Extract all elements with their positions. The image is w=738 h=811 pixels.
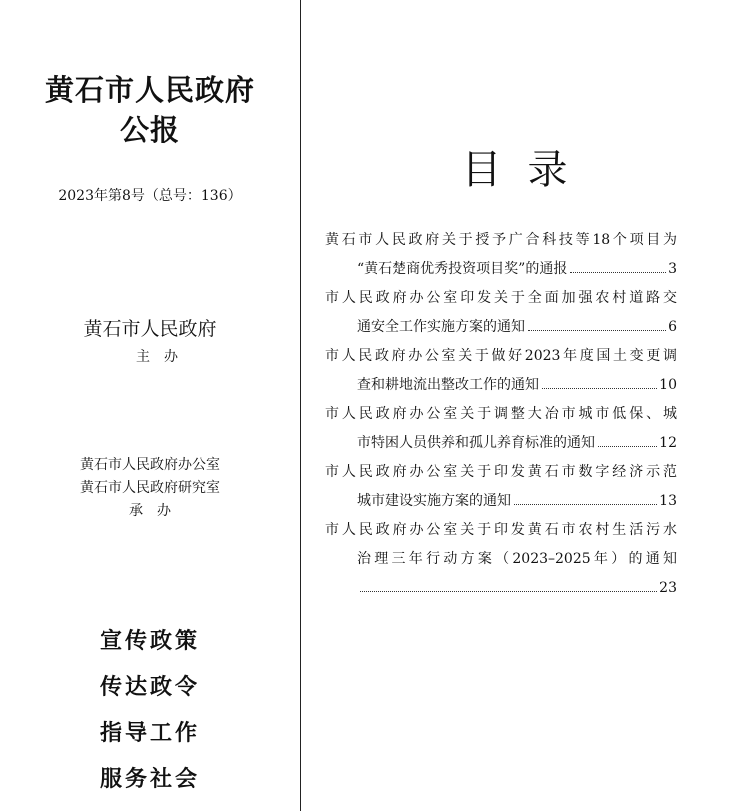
organizer-block — [0, 454, 300, 523]
toc-heading: 目录 — [461, 147, 594, 193]
toc-entry-continuation — [357, 574, 677, 603]
toc-entry-title-line: 市人民政府办公室印发关于全面加强农村道路交 — [325, 290, 677, 306]
toc-list — [325, 226, 677, 603]
dot-leader — [598, 446, 657, 447]
toc-entry-title-line: 市人民政府办公室关于印发黄石市农村生活污水 — [325, 522, 677, 538]
toc-entry-title-line: 市人民政府办公室关于做好2023年度国土变更调 — [325, 348, 677, 364]
issue-number: 2023年第8号（总号：136） — [58, 188, 242, 204]
toc-entry-3[interactable] — [325, 342, 677, 400]
dot-leader — [528, 330, 666, 331]
toc-entry-title-line: 治理三年行动方案（2023–2025年）的通知 — [357, 551, 677, 567]
toc-page-number: 12 — [659, 435, 677, 451]
toc-entry-continuation — [357, 487, 677, 516]
toc-entry-continuation — [357, 255, 677, 284]
toc-entry-5[interactable] — [325, 458, 677, 516]
organizer-role: 承办 — [129, 503, 185, 519]
toc-entry-title-line: 市特困人员供养和孤儿养育标准的通知 — [357, 435, 595, 451]
toc-entry-continuation — [357, 429, 677, 458]
toc-entry-title-line: “黄石楚商优秀投资项目奖”的通报 — [357, 261, 568, 277]
toc-entry-6[interactable] — [325, 516, 677, 603]
toc-entry-2[interactable] — [325, 284, 677, 342]
dot-leader — [570, 272, 666, 273]
toc-entry-title-line: 市人民政府办公室关于印发黄石市数字经济示范 — [325, 464, 677, 480]
toc-entry-4[interactable] — [325, 400, 677, 458]
toc-entry-title-line: 黄石市人民政府关于授予广合科技等18个项目为 — [325, 232, 677, 248]
slogan-2: 传达政令 — [99, 674, 200, 700]
gazette-title — [0, 70, 300, 150]
dot-leader — [514, 504, 657, 505]
cover-left-column — [0, 0, 300, 811]
toc-entry-continuation — [357, 313, 677, 342]
toc-entry-title-line: 市人民政府办公室关于调整大冶市城市低保、城 — [325, 406, 677, 422]
sponsor-role: 主办 — [136, 349, 192, 365]
dot-leader — [360, 591, 657, 592]
gazette-title-line2: 公报 — [119, 113, 180, 147]
toc-page-number: 13 — [659, 493, 677, 509]
organizer-office-1: 黄石市人民政府办公室 — [80, 457, 220, 473]
toc-entry-1[interactable] — [325, 226, 677, 284]
slogan-1: 宣传政策 — [99, 628, 200, 654]
slogans — [0, 618, 300, 802]
dot-leader — [542, 388, 657, 389]
toc-page-number: 10 — [659, 377, 677, 393]
table-of-contents — [301, 0, 738, 811]
slogan-3: 指导工作 — [99, 720, 200, 746]
sponsor-name: 黄石市人民政府 — [83, 318, 217, 340]
gazette-title-line1: 黄石市人民政府 — [44, 73, 255, 107]
toc-entry-title-line: 查和耕地流出整改工作的通知 — [357, 377, 539, 393]
toc-entry-continuation — [357, 371, 677, 400]
toc-page-number: 6 — [668, 319, 677, 335]
toc-page-number: 3 — [668, 261, 677, 277]
organizer-office-2: 黄石市人民政府研究室 — [80, 480, 220, 496]
toc-entry-title-line: 城市建设实施方案的通知 — [357, 493, 511, 509]
toc-entry-title-line: 通安全工作实施方案的通知 — [357, 319, 525, 335]
slogan-4: 服务社会 — [99, 766, 200, 792]
toc-page-number: 23 — [659, 580, 677, 596]
